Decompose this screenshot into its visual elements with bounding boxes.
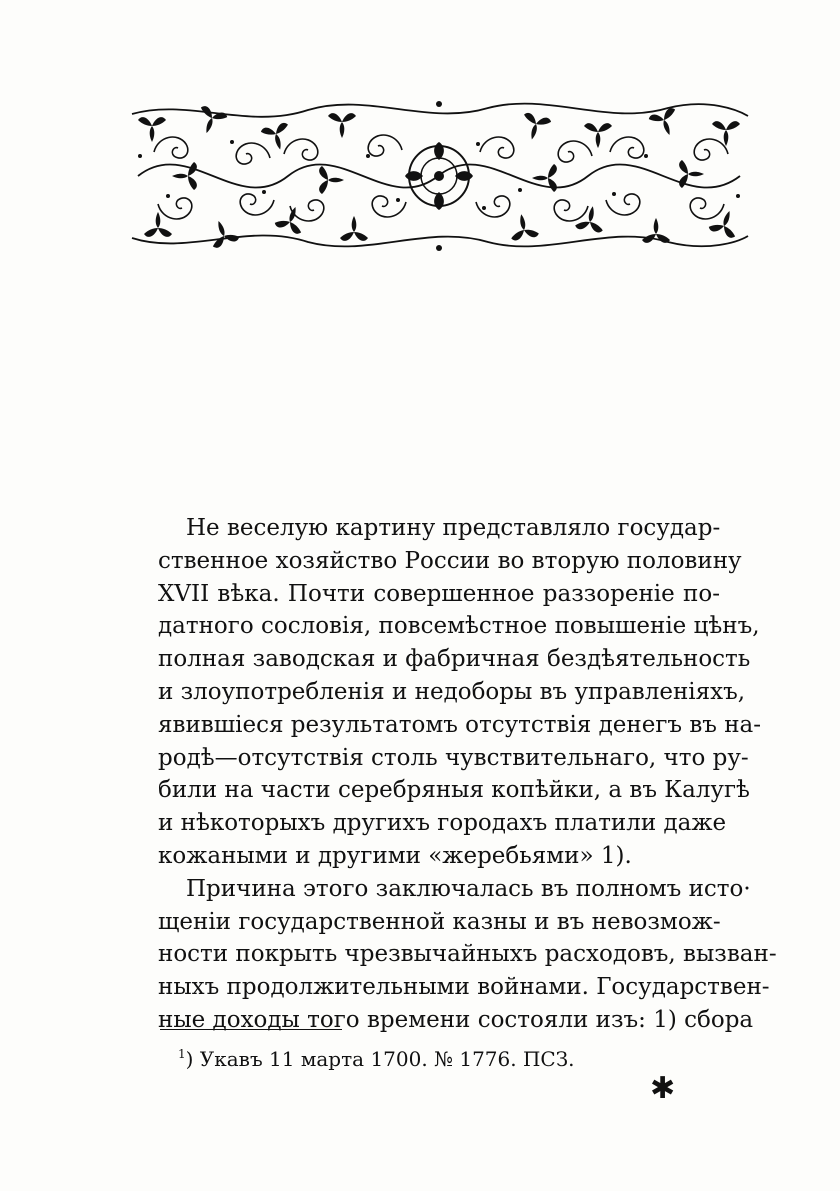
text-line: ные доходы того времени состояли изъ: 1) сбора [158,1006,754,1033]
text-line: родѣ—отсутствія столь чувствительнаго, что ру- [158,744,749,771]
paragraph-2 [158,873,777,1037]
floral-ornament-headpiece [128,96,750,256]
text-line: били на части серебряныя копѣйки, а въ Калугѣ [158,777,750,804]
text-line: Не веселую картину представляло государ- [186,515,721,541]
body-text [158,512,777,1037]
text-line: ственное хозяйство России во вторую половину [158,547,742,574]
text-line: полная заводская и фабричная бездѣятельность [158,646,751,673]
text-line: и злоупотребленія и недоборы въ управленіяхъ, [158,678,746,705]
text-line: ныхъ продолжительными войнами. Государствен- [158,974,770,1001]
text-line: и нѣкоторыхъ другихъ городахъ платили даже [158,810,727,837]
footnote-divider [160,1029,342,1030]
footnote-marker: 1 [178,1047,186,1061]
footnote-text: ) Укавъ 11 марта 1700. № 1776. ПСЗ. [185,1047,575,1071]
text-line: XVII вѣка. Почти совершенное раззореніе по- [158,580,720,607]
text-line: датного сословія, повсемѣстное повышеніе цѣнъ, [158,613,760,640]
text-line: кожаными и другими «жеребьями» 1). [158,842,632,869]
paragraph-1 [158,512,762,873]
text-line: щеніи государственной казны и въ невозмож- [158,908,721,935]
signature-asterisk-mark: ✱ [650,1071,676,1106]
text-line: явившіеся результатомъ отсутствія денегъ въ на- [158,711,762,738]
footnote [178,1040,575,1073]
text-line: ности покрыть чрезвычайныхъ расходовъ, вызван- [158,941,777,968]
text-line: Причина этого заключалась въ полномъ исто· [186,875,751,902]
